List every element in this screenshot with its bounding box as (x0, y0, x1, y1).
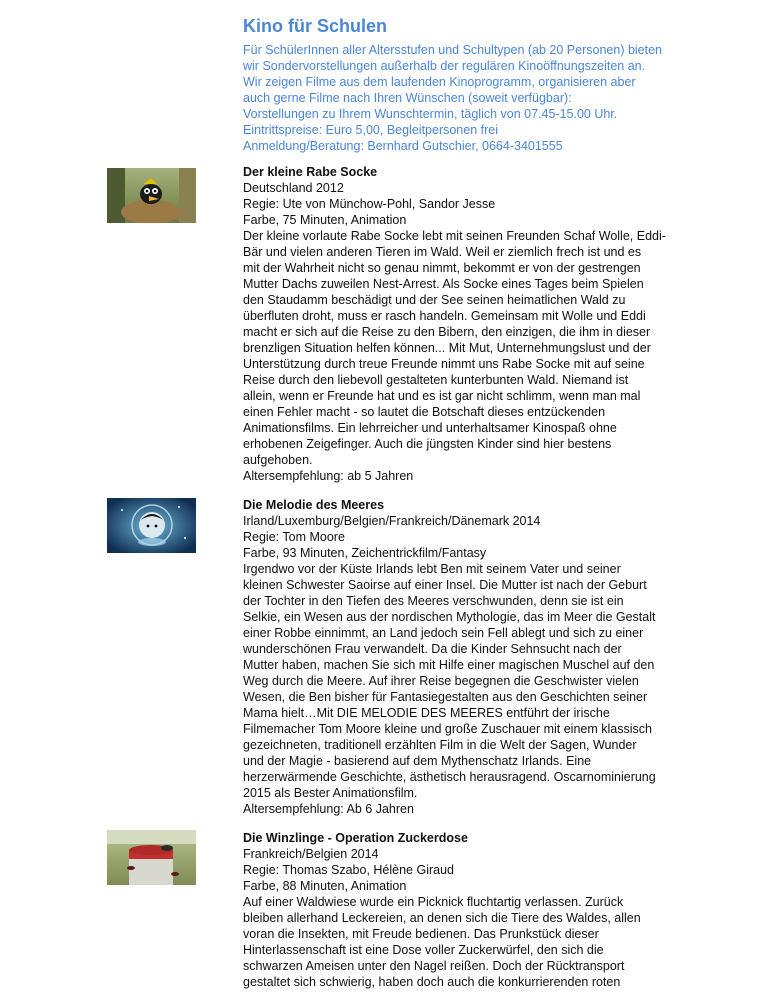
page-title: Kino für Schulen (243, 16, 387, 36)
film-age-recommendation: Altersempfehlung: ab 5 Jahren (243, 469, 414, 483)
intro-line: wir Sondervorstellungen außerhalb der regulären Kinoöffnungszeiten an. (243, 59, 646, 73)
film-text-line: den Staudamm beschädigt und der See seinen heimatlichen Wald zu (243, 293, 626, 307)
film-text-line: Bär und vielen anderen Tieren im Wald. Weil er ziemlich frech ist und es (243, 245, 642, 259)
film-text-line: Selkie, ein Wesen aus der nordischen Mythologie, das im Meer die Gestalt (243, 610, 656, 624)
film-text-line: Irgendwo vor der Küste Irlands lebt Ben mit seinem Vater und seiner (243, 562, 621, 576)
film-text-line: erhobenen Zeigefinger. Auch die jüngsten Kinder sind hier bestens (243, 437, 612, 451)
film-text-line: Reise durch den liebevoll gestalteten kunterbunten Wald. Niemand ist (243, 373, 629, 387)
film-text-line: brenzligen Situation helfen können... Mit Mut, Unternehmungslust und der (243, 341, 651, 355)
film-text-line: Frankreich/Belgien 2014 (243, 847, 379, 861)
film-text-line: einen Fehler macht - so lautet die Botschaft dieses entzückenden (243, 405, 606, 419)
film-text-line: Wesen, die Ben bisher für Fantasiegestalten aus den Geschichten seiner (243, 690, 648, 704)
film-text-line: kleinen Schwester Saoirse auf einer Insel. Die Mutter ist nach der Geburt (243, 578, 647, 592)
film-text-line: aufgehoben. (243, 453, 313, 467)
film-text-line: Farbe, 93 Minuten, Zeichentrickfilm/Fantasy (243, 546, 487, 560)
film-text-line: und der Magie - basierend auf dem Mythenschatz Irlands. Eine (243, 754, 592, 768)
intro-line: Anmeldung/Beratung: Bernhard Gutschier, 0664-3401555 (243, 139, 563, 153)
film-thumbnail (107, 498, 196, 553)
film-age-recommendation: Altersempfehlung: Ab 6 Jahren (243, 802, 414, 816)
intro-line: Wir zeigen Filme aus dem laufenden Kinoprogramm, organisieren aber (243, 75, 636, 89)
film-text-line: Filmemacher Tom Moore kleine und große Zuschauer mit einem klassisch (243, 722, 652, 736)
film-text-line: herzerwärmende Geschichte, ästhetisch herausragend. Oscarnominierung (243, 770, 656, 784)
film-text-line: schwarzen Ameisen unter den Nagel reißen. Doch der Rücktransport (243, 959, 625, 973)
intro-line: auch gerne Filme nach Ihren Wünschen (soweit verfügbar): (243, 91, 572, 105)
film-text-line: Animationsfilms. Ein lehrreicher und unterhaltsamer Kinospaß ohne (243, 421, 617, 435)
film-text-line: Farbe, 88 Minuten, Animation (243, 879, 407, 893)
film-text-line: allein, wenn er Freunde hat und es ist gar nicht schlimm, wenn man mal (243, 389, 641, 403)
film-text-line: einer Robbe einnimmt, an Land jedoch sein Fell ablegt und sich zu einer (243, 626, 644, 640)
film-text-line: mit der Wahrheit nicht so genau nimmt, bekommt er von der gestrengen (243, 261, 641, 275)
film-text-line: Deutschland 2012 (243, 181, 344, 195)
film-text-line: Farbe, 75 Minuten, Animation (243, 213, 407, 227)
film-text-line: gezeichneten, traditionell erzählten Film in die Welt der Sagen, Wunder (243, 738, 637, 752)
film-text-line: überfluten droht, muss er rasch handeln. Gemeinsam mit Wolle und Eddi (243, 309, 646, 323)
raven-thumbnail-image (107, 168, 196, 223)
film-thumbnail (107, 830, 196, 885)
film-text-line: voran die Insekten, mit Freude bedienen. Das Prunkstück dieser (243, 927, 599, 941)
film-text-line: Auf einer Waldwiese wurde ein Picknick fluchtartig verlassen. Zurück (243, 895, 624, 909)
film-text-line: Regie: Tom Moore (243, 530, 345, 544)
film-text-line: Der kleine vorlaute Rabe Socke lebt mit seinen Freunden Schaf Wolle, Eddi- (243, 229, 666, 243)
intro-line: Für SchülerInnen aller Altersstufen und Schultypen (ab 20 Personen) bieten (243, 43, 663, 57)
film-text-line: 2015 als Bester Animationsfilm. (243, 786, 418, 800)
header (243, 14, 713, 154)
film-text-line: Mutter haben, machen Sie sich mit Hilfe einer magischen Muschel auf den (243, 658, 655, 672)
film-text-line: Mama hielt…Mit DIE MELODIE DES MEERES entführt der irische (243, 706, 610, 720)
film-text-line: gestaltet sich schwierig, haben doch auch die konkurrierenden roten (243, 975, 621, 989)
film-text-line: Regie: Ute von Münchow-Pohl, Sandor Jesse (243, 197, 496, 211)
film-text-line: Regie: Thomas Szabo, Hélène Giraud (243, 863, 454, 877)
sea-thumbnail-image (107, 498, 196, 553)
film-text-line: Irland/Luxemburg/Belgien/Frankreich/Dänemark 2014 (243, 514, 541, 528)
film-text-line: der Tochter in den Tiefen des Meeres verschwunden, denn sie ist ein (243, 594, 624, 608)
film-text-line: Unterstützung durch treue Freunde nimmt uns Rabe Socke mit auf seine (243, 357, 645, 371)
film-title: Der kleine Rabe Socke (243, 165, 378, 179)
intro-line: Vorstellungen zu Ihrem Wunschtermin, täglich von 07.45-15.00 Uhr. (243, 107, 618, 121)
film-title: Die Winzlinge - Operation Zuckerdose (243, 831, 468, 845)
film-text-line: macht er sich auf die Reise zu den Bibern, den einzigen, die ihm in dieser (243, 325, 651, 339)
winzlinge-thumbnail-image (107, 830, 196, 885)
film-text-line: wunderschönen Frau verwandelt. Da die Kinder Sehnsucht nach der (243, 642, 622, 656)
film-text-line: bleiben allerhand Leckereien, an denen sich die Tiere des Waldes, allen (243, 911, 641, 925)
film-thumbnail (107, 168, 196, 223)
intro-line: Eintrittspreise: Euro 5,00, Begleitpersonen frei (243, 123, 498, 137)
film-text-line: Mutter Dachs zuweilen Nest-Arrest. Als Socke eines Tages beim Spielen (243, 277, 644, 291)
film-text-line: Hinterlassenschaft ist eine Dose voller Zuckerwürfel, den sich die (243, 943, 604, 957)
film-text-line: Weg durch die Meere. Auf ihrer Reise begegnen die Geschwister vielen (243, 674, 639, 688)
film-title: Die Melodie des Meeres (243, 498, 385, 512)
